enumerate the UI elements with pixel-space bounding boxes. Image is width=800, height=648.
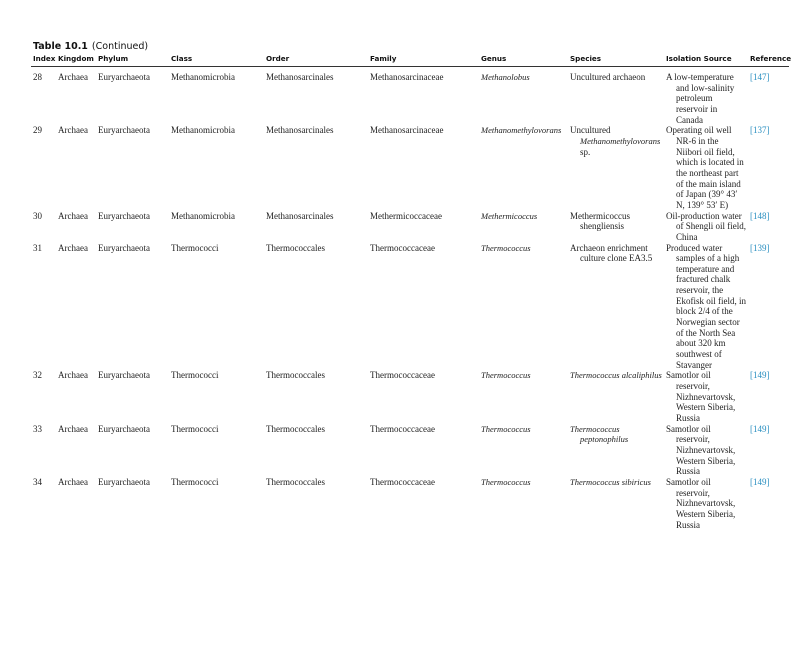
- cell-kingdom: Archaea: [58, 476, 88, 487]
- cell-phylum: Euryarchaeota: [98, 423, 150, 434]
- table-continued-label: (Continued): [91, 41, 149, 52]
- cell-phylum: Euryarchaeota: [98, 210, 150, 221]
- cell-family: Thermococcaceae: [370, 370, 435, 381]
- cell-genus: Thermococcus: [481, 370, 531, 381]
- cell-order: Thermococcales: [266, 370, 325, 381]
- species-prefix: Uncultured: [570, 125, 611, 136]
- table-title: [33, 41, 148, 52]
- cell-species: Methermicoccus shengliensis: [570, 210, 630, 232]
- cell-species: Archaeon enrichment culture clone EA3.5: [570, 242, 653, 264]
- cell-order: Thermococcales: [266, 423, 325, 434]
- cell-isolation-source: Samotlor oil reservoir, Nizhnevartovsk, Western Siberia, Russia: [666, 370, 736, 423]
- cell-isolation-source: Operating oil well NR-6 in the Niibori oil field, which is located in the northeast part of the main island of Japan (39° 43′ N, 139° 53′ E): [666, 125, 744, 210]
- cell-kingdom: Archaea: [58, 242, 88, 253]
- species-suffix: sp.: [580, 146, 591, 157]
- header-genus: Genus: [479, 53, 568, 67]
- cell-isolation-source: Samotlor oil reservoir, Nizhnevartovsk, Western Siberia, Russia: [666, 476, 736, 530]
- cell-class: Methanomicrobia: [171, 210, 235, 221]
- cell-class: Methanomicrobia: [171, 125, 235, 136]
- cell-family: Thermococcaceae: [370, 476, 435, 487]
- table-row: [31, 211, 789, 243]
- cell-order: Methanosarcinales: [266, 210, 334, 221]
- table-row: [31, 424, 789, 477]
- cell-species: Thermococcus alcaliphilus: [570, 370, 662, 381]
- cell-species: Thermococcus sibiricus: [570, 476, 651, 487]
- header-species: Species: [568, 53, 664, 67]
- cell-kingdom: Archaea: [58, 370, 88, 381]
- cell-reference[interactable]: [137]: [750, 125, 770, 136]
- cell-index: 28: [33, 72, 42, 82]
- cell-reference[interactable]: [149]: [750, 423, 770, 434]
- cell-order: Methanosarcinales: [266, 125, 334, 136]
- cell-isolation-source: Produced water samples of a high temperature and fractured chalk reservoir, the Ekofisk oil field, in block 2/4 of the Norwegian sector of the North Sea about 320 km southwest of Stavanger: [666, 242, 746, 370]
- table-number: Table 10.1: [33, 41, 88, 52]
- cell-isolation-source: A low-temperature and low-salinity petroleum reservoir in Canada: [666, 72, 735, 125]
- cell-order: Thermococcales: [266, 476, 325, 487]
- cell-class: Thermococci: [171, 476, 219, 487]
- cell-genus: Thermococcus: [481, 423, 531, 434]
- cell-index: 31: [33, 242, 42, 253]
- cell-class: Thermococci: [171, 242, 219, 253]
- header-row: [31, 53, 789, 67]
- cell-phylum: Euryarchaeota: [98, 242, 150, 253]
- header-kingdom: Kingdom: [56, 53, 96, 67]
- cell-isolation-source: Samotlor oil reservoir, Nizhnevartovsk, Western Siberia, Russia: [666, 423, 736, 477]
- cell-phylum: Euryarchaeota: [98, 125, 150, 136]
- cell-reference[interactable]: [148]: [750, 210, 770, 221]
- cell-index: 34: [33, 476, 42, 487]
- cell-species: Uncultured archaeon: [570, 72, 646, 82]
- cell-family: Thermococcaceae: [370, 423, 435, 434]
- table-row: [31, 477, 789, 530]
- cell-class: Methanomicrobia: [171, 72, 235, 82]
- cell-reference[interactable]: [147]: [750, 72, 770, 82]
- cell-index: 30: [33, 210, 42, 221]
- cell-isolation-source: Oil-production water of Shengli oil field, China: [666, 210, 746, 242]
- header-phylum: Phylum: [96, 53, 169, 67]
- table-row: [31, 370, 789, 423]
- cell-genus: Methanolobus: [481, 72, 530, 82]
- cell-genus: Thermococcus: [481, 476, 531, 487]
- cell-genus: Methanomethylovorans: [481, 125, 562, 136]
- cell-genus: Methermicoccus: [481, 210, 538, 221]
- cell-index: 29: [33, 125, 42, 136]
- species-genus-name: Methanomethylovorans: [580, 135, 661, 146]
- cell-genus: Thermococcus: [481, 242, 531, 253]
- cell-family: Methanosarcinaceae: [370, 72, 444, 82]
- cell-index: 33: [33, 423, 42, 434]
- cell-order: Thermococcales: [266, 242, 325, 253]
- cell-kingdom: Archaea: [58, 423, 88, 434]
- cell-species: [568, 125, 664, 210]
- cell-phylum: Euryarchaeota: [98, 476, 150, 487]
- cell-order: Methanosarcinales: [266, 72, 334, 82]
- cell-reference[interactable]: [149]: [750, 476, 770, 487]
- cell-family: Thermococcaceae: [370, 242, 435, 253]
- cell-reference[interactable]: [149]: [750, 370, 770, 381]
- table-row: [31, 243, 789, 371]
- cell-class: Thermococci: [171, 423, 219, 434]
- header-isolation-source: Isolation Source: [664, 53, 748, 67]
- cell-class: Thermococci: [171, 370, 219, 381]
- cell-reference[interactable]: [139]: [750, 242, 770, 253]
- cell-index: 32: [33, 370, 42, 381]
- header-family: Family: [368, 53, 479, 67]
- header-order: Order: [264, 53, 368, 67]
- header-index: Index: [31, 53, 56, 67]
- cell-phylum: Euryarchaeota: [98, 72, 150, 82]
- cell-family: Methanosarcinaceae: [370, 125, 444, 136]
- cell-kingdom: Archaea: [58, 125, 88, 136]
- table-row: [31, 67, 789, 126]
- organism-table: [31, 53, 792, 530]
- cell-family: Methermicoccaceae: [370, 210, 442, 221]
- header-class: Class: [169, 53, 264, 67]
- cell-species: Thermococcus peptonophilus: [570, 423, 629, 445]
- header-reference: Reference: [748, 53, 789, 67]
- cell-kingdom: Archaea: [58, 210, 88, 221]
- table-row: [31, 125, 789, 210]
- cell-phylum: Euryarchaeota: [98, 370, 150, 381]
- cell-kingdom: Archaea: [58, 72, 88, 82]
